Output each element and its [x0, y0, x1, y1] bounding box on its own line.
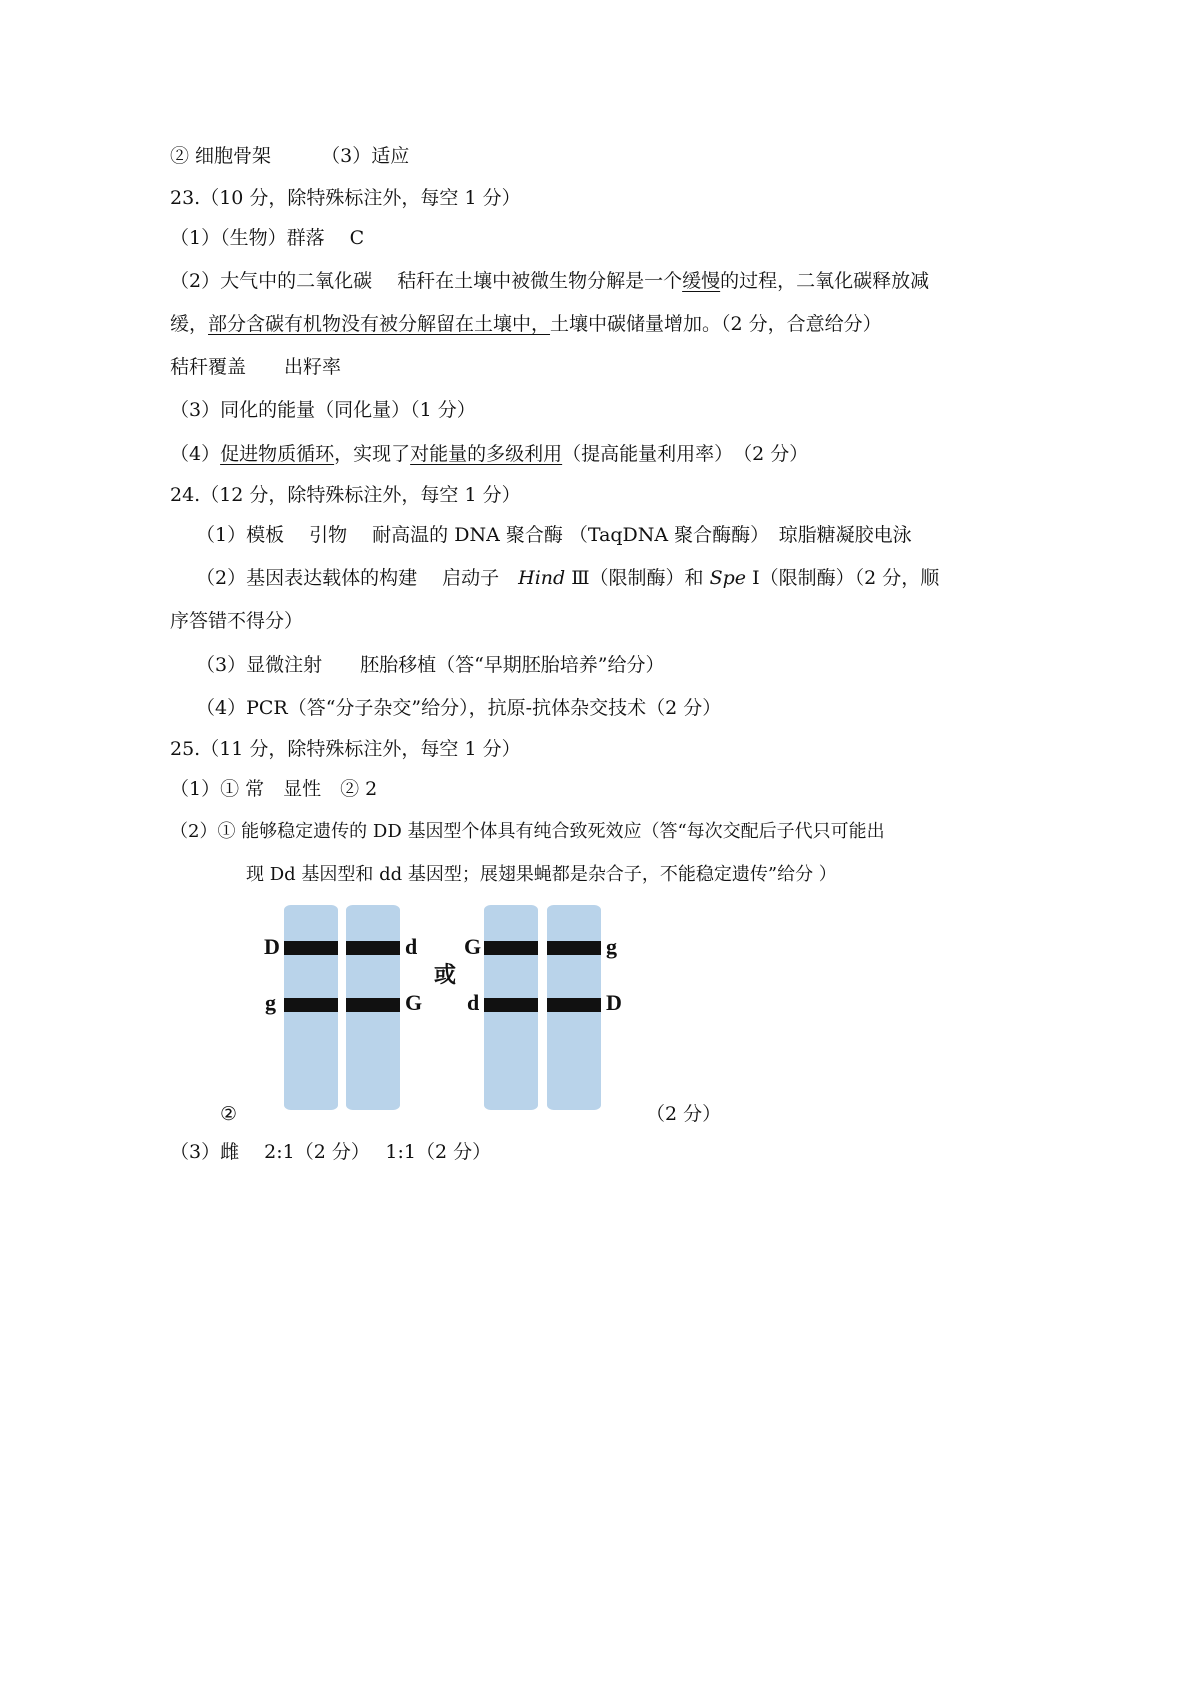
answer-24-2-line2: 序答错不得分）: [170, 610, 304, 632]
question-25-heading: 25.（11 分，除特殊标注外，每空 1 分）: [170, 738, 521, 760]
answer-23-4: [170, 440, 808, 468]
allele-label: g: [606, 934, 617, 959]
answer-25-2-marker: ②: [220, 1103, 238, 1125]
underlined-text: 缓慢: [682, 270, 721, 292]
gene-band: [547, 941, 601, 955]
enzyme-name-hind: Hind: [518, 567, 566, 589]
answer-25-1: （1）① 常 显性 ② 2: [170, 778, 378, 800]
answer-24-3: （3）显微注射 胚胎移植（答“早期胚胎培养”给分）: [196, 654, 665, 676]
connector-or: 或: [434, 962, 457, 988]
answer-text: Ⅲ（限制酶）和: [565, 567, 710, 589]
question-24-heading: 24.（12 分，除特殊标注外，每空 1 分）: [170, 484, 521, 506]
answer-text: 土壤中碳储量增加。（2 分，合意给分）: [550, 313, 882, 335]
question-23-heading: 23.（10 分，除特殊标注外，每空 1 分）: [170, 187, 521, 209]
allele-label: G: [464, 934, 482, 959]
answer-text: ② 细胞骨架: [170, 145, 272, 167]
answer-text: 缓，: [170, 313, 209, 335]
gene-band: [284, 941, 338, 955]
allele-label: d: [467, 990, 480, 1015]
answer-text: Ⅰ（限制酶）（2 分，顺: [746, 567, 940, 589]
gene-band: [484, 998, 538, 1012]
gene-band: [346, 998, 400, 1012]
answer-23-2-line1: [170, 267, 929, 295]
underlined-text: 促进物质循环: [220, 443, 335, 465]
answer-23-2-line3: 秸秆覆盖 出籽率: [170, 356, 342, 378]
answer-text: 的过程，二氧化碳释放减: [720, 270, 930, 292]
gene-band: [284, 998, 338, 1012]
answer-text: （2）基因表达载体的构建 启动子: [196, 567, 519, 589]
answer-24-2-line1: [196, 564, 939, 592]
answer-text: （2）大气中的二氧化碳 秸秆在土壤中被微生物分解是一个: [170, 270, 683, 292]
answer-23-2-line2: [170, 310, 882, 338]
answer-23-1: （1）（生物）群落 C: [170, 227, 365, 249]
answer-24-1: （1）模板 引物 耐高温的 DNA 聚合酶 （TaqDNA 聚合酶酶） 琼脂糖凝胶电泳: [196, 524, 912, 546]
gene-band: [484, 941, 538, 955]
underlined-text: 部分含碳有机物没有被分解留在土壤中，: [208, 313, 551, 335]
enzyme-name-spe: Spe: [709, 567, 747, 589]
allele-label: d: [405, 934, 418, 959]
answer-25-3: （3）雌 2:1（2 分） 1:1（2 分）: [170, 1141, 492, 1163]
allele-label: G: [405, 990, 423, 1015]
allele-label: D: [264, 934, 280, 959]
answer-text: ，实现了: [334, 443, 411, 465]
answer-25-2-line2: 现 Dd 基因型和 dd 基因型；展翅果蝇都是杂合子，不能稳定遗传”给分 ）: [246, 864, 837, 885]
answer-24-4: （4）PCR（答“分子杂交”给分），抗原-抗体杂交技术（2 分）: [196, 697, 722, 719]
answer-23-3: （3）同化的能量（同化量）（1 分）: [170, 399, 476, 421]
answer-text: （提高能量利用率） （2 分）: [562, 443, 809, 465]
answer-text: （4）: [170, 443, 221, 465]
allele-label: D: [606, 990, 622, 1015]
underlined-text: 对能量的多级利用: [410, 443, 563, 465]
gene-band: [547, 998, 601, 1012]
allele-label: g: [265, 990, 276, 1015]
answer-25-2-score: （2 分）: [646, 1103, 722, 1125]
answer-25-2-line1: （2）① 能够稳定遗传的 DD 基因型个体具有纯合致死效应（答“每次交配后子代只可能出: [170, 821, 885, 842]
gene-band: [346, 941, 400, 955]
answer-text: （3）适应: [321, 145, 410, 167]
answer-line-22: [170, 142, 409, 170]
